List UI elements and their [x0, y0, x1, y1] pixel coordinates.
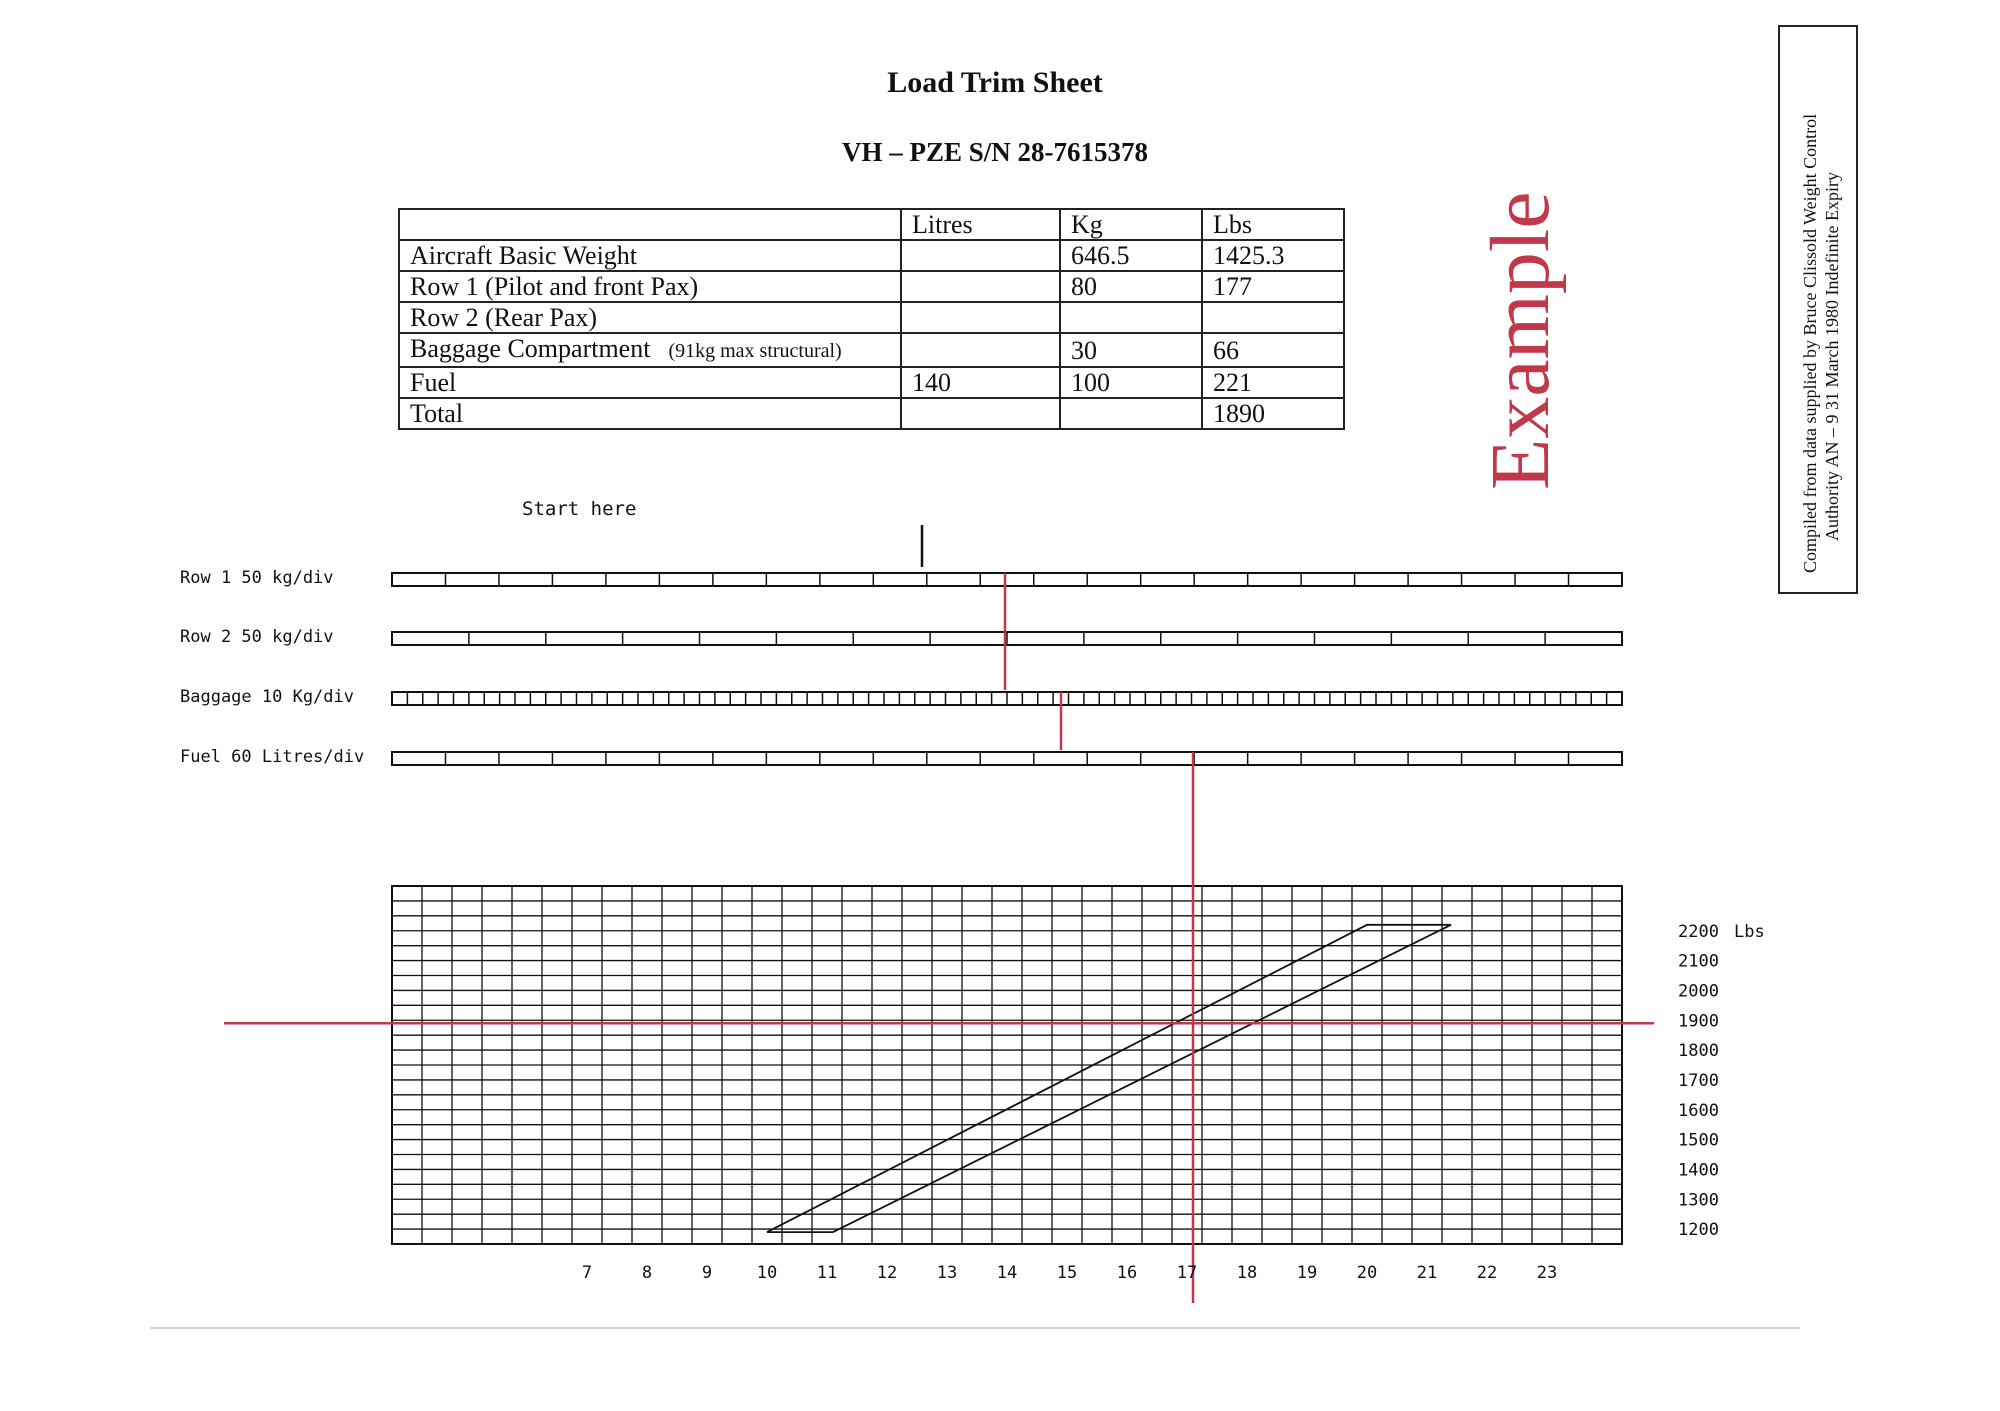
row-litres: 140 [901, 367, 1060, 398]
y-tick-label: 2000 [1678, 981, 1719, 1002]
y-tick-label: 1300 [1678, 1190, 1719, 1211]
x-tick-label: 22 [1476, 1263, 1498, 1283]
row-lbs: 1890 [1202, 398, 1344, 429]
row-item-label: Row 1 (Pilot and front Pax) [410, 272, 699, 301]
scale-label-row2: Row 2 50 kg/div [180, 627, 334, 647]
y-tick-label: 1900 [1678, 1011, 1719, 1032]
table-header-cell: Litres [901, 209, 1060, 240]
x-tick-label: 10 [756, 1263, 778, 1283]
y-tick-label: 1700 [1678, 1070, 1719, 1091]
row-lbs: 1425.3 [1202, 240, 1344, 271]
row-lbs: 177 [1202, 271, 1344, 302]
y-tick-label: 1400 [1678, 1160, 1719, 1181]
y-tick-label: 1500 [1678, 1130, 1719, 1151]
scale-label-fuel: Fuel 60 Litres/div [180, 747, 365, 767]
x-tick-label: 8 [641, 1263, 653, 1283]
row-kg: 646.5 [1060, 240, 1202, 271]
division-scales [392, 525, 1622, 765]
aircraft-registration: VH – PZE S/N 28-7615378 [841, 137, 1149, 167]
scale-label-baggage: Baggage 10 Kg/div [180, 687, 354, 707]
start-here-label: Start here [522, 498, 637, 520]
page-title: Load Trim Sheet [887, 66, 1103, 99]
y-tick-label: 2200 [1678, 921, 1719, 942]
chart-grid [392, 886, 1622, 1244]
row-kg: 30 [1060, 333, 1202, 367]
x-tick-label: 19 [1296, 1263, 1318, 1283]
x-tick-label: 9 [701, 1263, 713, 1283]
compiled-note-line-2: Authority AN – 9 31 March 1980 Indefinite Expiry [1822, 172, 1842, 541]
row-kg: 80 [1060, 271, 1202, 302]
x-tick-label: 14 [996, 1263, 1018, 1283]
row-item-label: Aircraft Basic Weight [410, 241, 638, 270]
cg-envelope-outline [767, 925, 1451, 1232]
x-tick-label: 20 [1356, 1263, 1378, 1283]
row-item-note: (91kg max structural) [668, 340, 842, 362]
x-tick-label: 16 [1116, 1263, 1138, 1283]
row-item-label: Total [410, 399, 464, 428]
cg-envelope [767, 925, 1451, 1232]
y-tick-label: 1200 [1678, 1220, 1719, 1241]
row-lbs: 66 [1202, 333, 1344, 367]
x-tick-label: 13 [936, 1263, 958, 1283]
example-watermark-text: Example [1474, 191, 1567, 490]
row-item-label: Fuel [410, 368, 457, 397]
row-item-label: Row 2 (Rear Pax) [410, 303, 598, 332]
x-tick-label: 18 [1236, 1263, 1258, 1283]
y-tick-label: 1600 [1678, 1100, 1719, 1121]
row-lbs: 221 [1202, 367, 1344, 398]
plot-markers [150, 752, 1800, 1328]
table-header-cell: Lbs [1202, 209, 1344, 240]
row-kg: 100 [1060, 367, 1202, 398]
x-tick-label: 11 [816, 1263, 838, 1283]
scale-bar [392, 752, 1622, 765]
compiled-note-line-1: Compiled from data supplied by Bruce Clissold Weight Control [1800, 113, 1820, 573]
x-tick-label: 12 [876, 1263, 898, 1283]
scale-label-row1: Row 1 50 kg/div [180, 568, 334, 588]
x-tick-label: 17 [1176, 1263, 1198, 1283]
row-item-label: Baggage Compartment [410, 334, 651, 363]
x-tick-label: 7 [581, 1263, 593, 1283]
y-tick-label: 2100 [1678, 951, 1719, 972]
x-tick-label: 23 [1536, 1263, 1558, 1283]
x-tick-label: 15 [1056, 1263, 1078, 1283]
scale-bar [392, 573, 1622, 586]
y-axis-unit: Lbs [1734, 921, 1765, 942]
x-tick-label: 21 [1416, 1263, 1438, 1283]
y-tick-label: 1800 [1678, 1041, 1719, 1062]
table-header-cell: Kg [1060, 209, 1202, 240]
